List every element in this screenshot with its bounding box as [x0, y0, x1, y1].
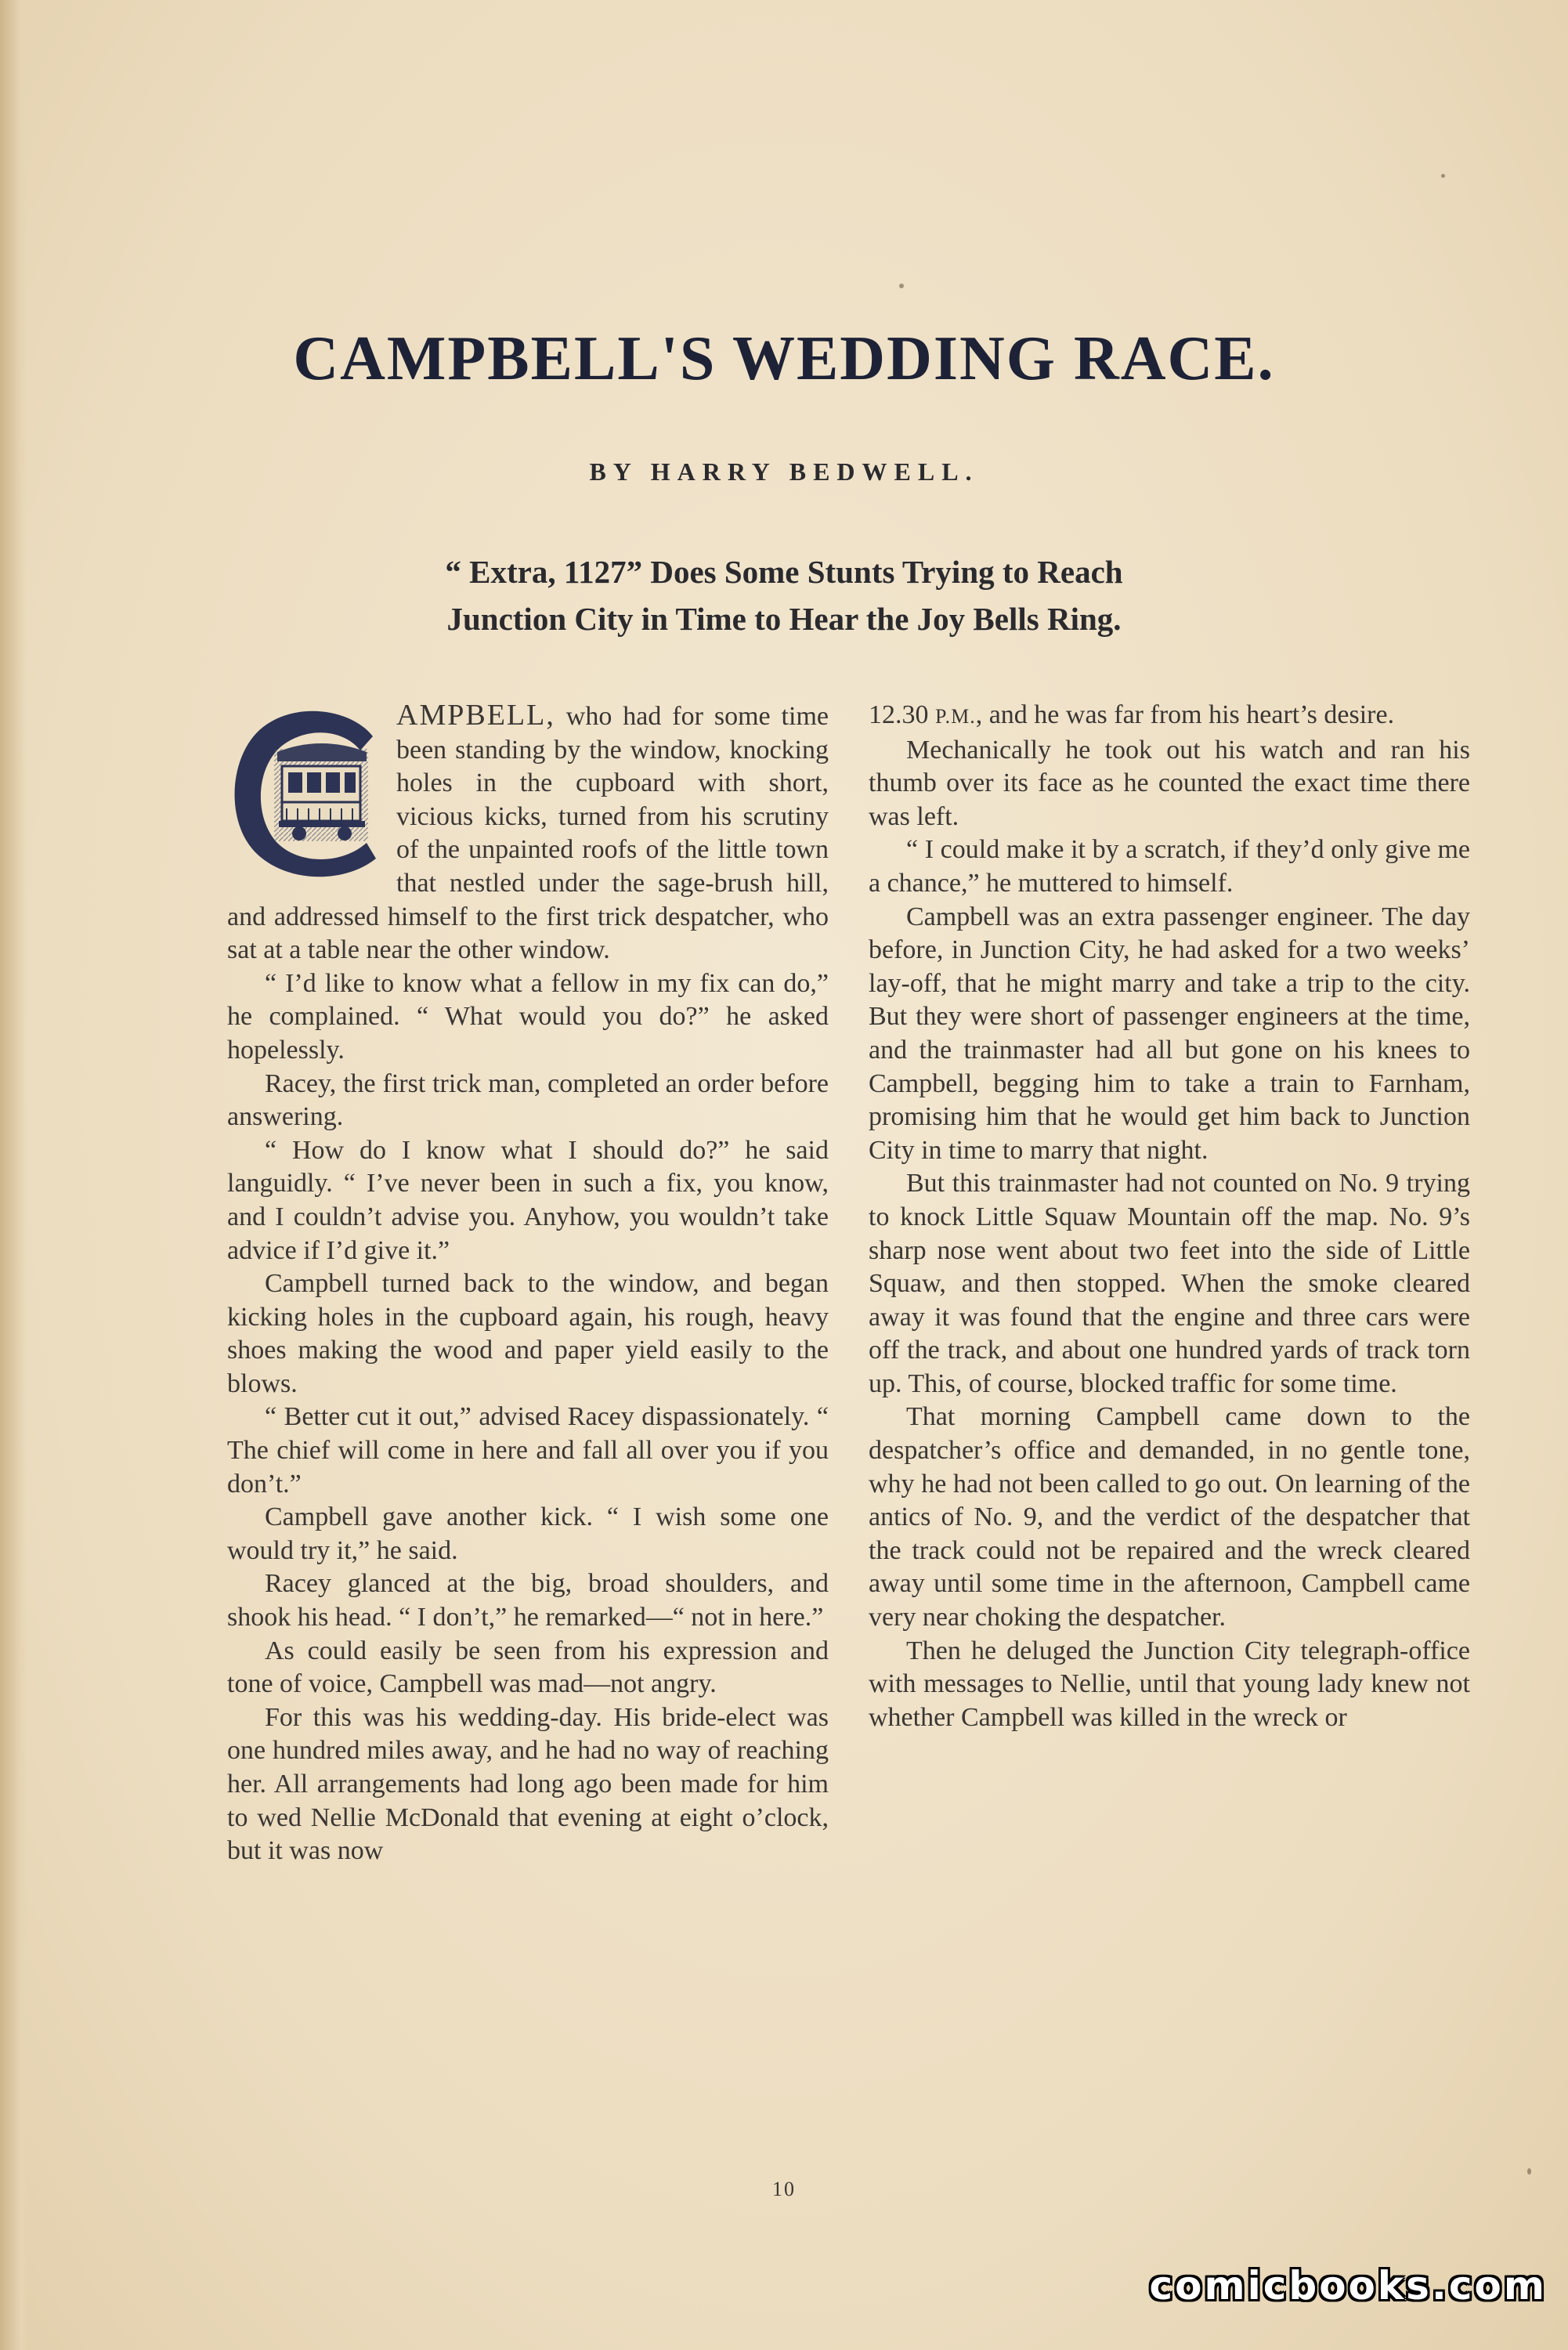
paragraph-16: That morning Campbell came down to the despatcher’s office and demanded, in no gentle tone, why he had not been called to go out. On learning of the antics of No. 9, and the verdict of the despatcher that the track could not be repaired and the wreck cleared away until some time in the afternoon, Campbell came very near choking the despatcher. — [869, 1402, 1470, 1632]
paragraph-17: Then he deluged the Junction City telegraph-office with messages to Nellie, until that young lady knew not whether Campbell was killed in the wreck or — [869, 1636, 1470, 1732]
paragraph-5: Campbell turned back to the window, and began kicking holes in the cupboard again, his rough, heavy shoes making the wood and paper yield easily to the blows. — [227, 1269, 829, 1398]
time-meridiem: P.M. — [935, 705, 976, 728]
paper-speck — [1527, 2168, 1531, 2175]
paragraph-14: Campbell was an extra passenger engineer. The day before, in Junction City, he had asked for a two weeks’ lay-off, that he might marry and take a trip to the city. But they were short of passenger engineers at the time, and the trainmaster had all but gone on his knees to Campbell, begging him to take a train to Farnham, promising him that he would get him back to Junction City in time to marry that night. — [869, 902, 1470, 1165]
paragraph-1-text: who had for some time been standing by the window, knocking holes in the cupboard with short, vicious kicks, turned from his scrutiny of the unpainted roofs of the little town that nestled under the sage-brush hill, and addressed himself to the first trick despatcher, who sat at a table near the other window. — [227, 702, 829, 965]
paragraph-4: “ How do I know what I should do?” he said languidly. “ I’ve never been in such a fix, you know, and I couldn’t advise you. Anyhow, you wouldn’t take advice if I’d give it.” — [227, 1135, 829, 1265]
time-figure: 12.30 — [869, 700, 935, 729]
paragraph-7: Campbell gave another kick. “ I wish some one would try it,” he said. — [227, 1502, 829, 1565]
paragraph-8: Racey glanced at the big, broad shoulders, and shook his head. “ I don’t,” he remarked—“ not in here.” — [227, 1569, 829, 1632]
left-text-column — [227, 699, 829, 1868]
subtitle-line-1: “ Extra, 1127” Does Some Stunts Trying to Reach — [445, 554, 1123, 590]
paragraph-12: Mechanically he took out his watch and ran his thumb over its face as he counted the exact time there was left. — [869, 735, 1470, 831]
dropcap-initial — [227, 705, 385, 882]
page-number: 10 — [772, 2178, 796, 2200]
first-word: AMPBELL, — [396, 699, 555, 732]
railway-car-illustration-icon — [227, 705, 385, 882]
paragraph-9: As could easily be seen from his expression and tone of voice, Campbell was mad—not angry. — [227, 1636, 829, 1699]
subtitle-line-2: Junction City in Time to Hear the Joy Bells Ring. — [446, 601, 1122, 637]
paragraph-6: “ Better cut it out,” advised Racey dispassionately. “ The chief will come in here and fall all over you if you don’t.” — [227, 1402, 829, 1499]
paragraph-15: But this trainmaster had not counted on No. 9 trying to knock Little Squaw Mountain off the map. No. 9’s sharp nose went about two feet into the side of Little Squaw, and then stopped. When the smoke cleared away it was found that the engine and three cars were off the track, and about one hundred yards of track torn up. This, of course, blocked traffic for some time. — [869, 1169, 1470, 1398]
paper-speck — [1441, 174, 1445, 178]
paper-speck — [899, 284, 904, 288]
article-subtitle — [0, 548, 1568, 642]
paragraph-3: Racey, the first trick man, completed an order before answering. — [227, 1068, 829, 1132]
paragraph-10: For this was his wedding-day. His bride-elect was one hundred miles away, and he had no way of reaching her. All arrangements had long ago been made for him to wed Nellie McDonald that evening at eight o’clock, but it was now — [227, 1702, 829, 1866]
right-text-column — [869, 699, 1470, 1734]
article-title: CAMPBELL'S WEDDING RACE. — [293, 324, 1275, 393]
paragraph-11 — [869, 699, 1470, 734]
site-watermark: comicbooks.com — [1149, 2263, 1547, 2308]
paragraph-2: “ I’d like to know what a fellow in my fix can do,” he complained. “ What would you do?” he asked hopelessly. — [227, 968, 829, 1065]
paragraph-13: “ I could make it by a scratch, if they’d only give me a chance,” he muttered to himself. — [869, 835, 1470, 898]
paragraph-11-text: , and he was far from his heart’s desire. — [975, 700, 1395, 729]
article-byline: BY HARRY BEDWELL. — [589, 457, 979, 486]
